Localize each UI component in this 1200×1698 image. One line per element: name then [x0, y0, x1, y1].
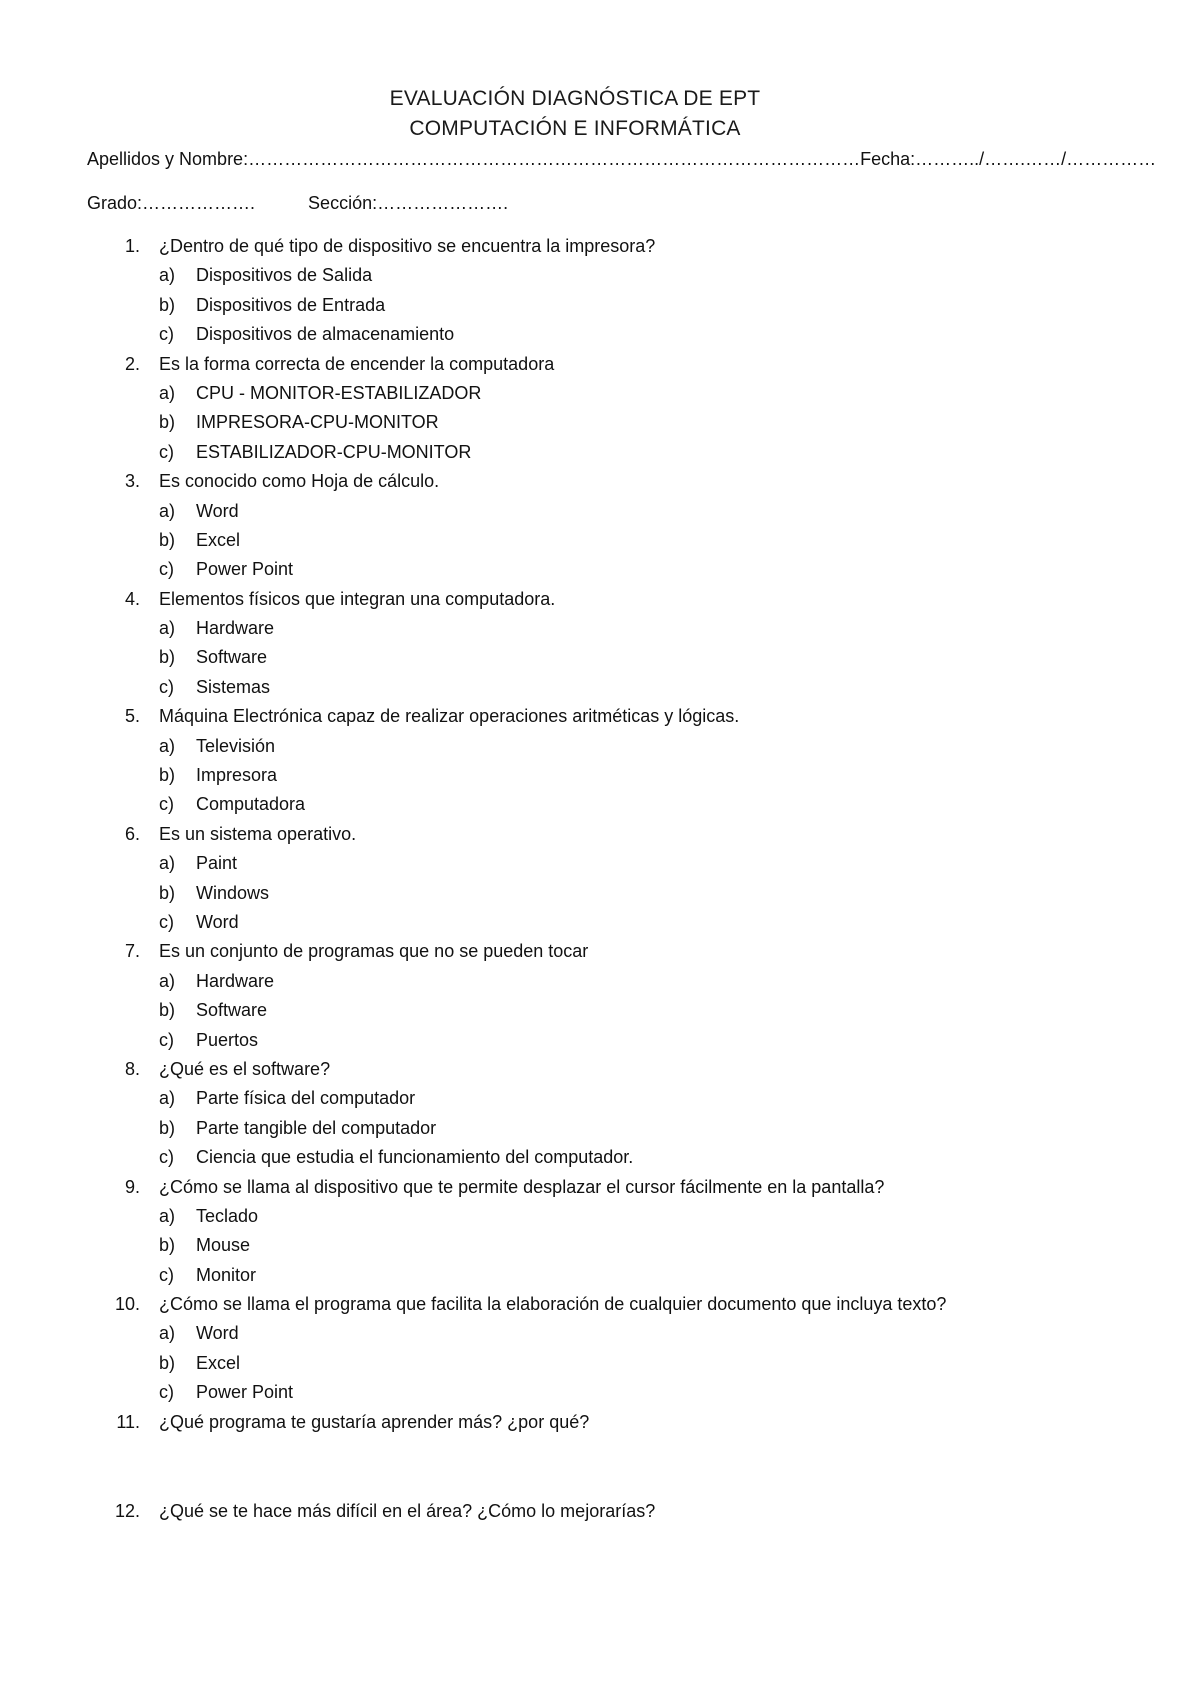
answer-option[interactable]	[0, 1378, 1150, 1407]
answer-option[interactable]	[0, 614, 1150, 643]
exam-title	[0, 84, 1150, 144]
answer-option[interactable]	[0, 438, 1150, 467]
option-text: Ciencia que estudia el funcionamiento del computador.	[196, 1147, 634, 1168]
question-row	[0, 1408, 1150, 1437]
answer-option[interactable]	[0, 761, 1150, 790]
option-text: Software	[196, 647, 268, 668]
question-text: ¿Cómo se llama al dispositivo que te permite desplazar el cursor fácilmente en la pantalla?	[159, 1176, 885, 1197]
question-text: Es conocido como Hoja de cálculo.	[159, 471, 440, 492]
question-item	[0, 467, 1150, 585]
question-item	[0, 350, 1150, 468]
question-row	[0, 585, 1150, 614]
question-item	[0, 702, 1150, 820]
answer-option[interactable]	[0, 320, 1150, 349]
option-letter: b)	[159, 1000, 176, 1021]
option-letter: b)	[159, 1235, 176, 1256]
option-text: Dispositivos de Entrada	[196, 294, 386, 315]
question-row	[0, 820, 1150, 849]
option-letter: a)	[159, 735, 176, 756]
question-item	[0, 585, 1150, 703]
question-text: ¿Qué programa te gustaría aprender más? ¿por qué?	[159, 1411, 590, 1432]
answer-option[interactable]	[0, 849, 1150, 878]
option-letter: a)	[159, 970, 176, 991]
question-item	[0, 820, 1150, 938]
question-text: Elementos físicos que integran una computadora.	[159, 588, 556, 609]
option-list	[0, 1319, 1150, 1407]
option-list	[0, 1202, 1150, 1290]
answer-option[interactable]	[0, 1349, 1150, 1378]
option-letter: b)	[159, 1117, 176, 1138]
answer-option[interactable]	[0, 261, 1150, 290]
answer-option[interactable]	[0, 526, 1150, 555]
title-line-1: EVALUACIÓN DIAGNÓSTICA DE EPT	[389, 87, 761, 110]
option-list	[0, 497, 1150, 585]
answer-option[interactable]	[0, 1143, 1150, 1172]
option-text: Mouse	[196, 1235, 251, 1256]
answer-option[interactable]	[0, 908, 1150, 937]
question-item	[0, 1173, 1150, 1291]
option-letter: b)	[159, 765, 176, 786]
option-text: CPU - MONITOR-ESTABILIZADOR	[196, 382, 482, 403]
option-text: Power Point	[196, 1382, 294, 1403]
question-row	[0, 1055, 1150, 1084]
option-text: Software	[196, 1000, 268, 1021]
question-text: Es un conjunto de programas que no se pueden tocar	[159, 941, 589, 962]
question-text: Máquina Electrónica capaz de realizar operaciones aritméticas y lógicas.	[159, 706, 740, 727]
option-letter: a)	[159, 500, 176, 521]
answer-option[interactable]	[0, 555, 1150, 584]
question-number: 1.	[124, 236, 140, 256]
option-text: Hardware	[196, 618, 275, 639]
question-number: 10.	[114, 1294, 140, 1315]
answer-option[interactable]	[0, 1026, 1150, 1055]
name-date-field[interactable]: Apellidos y Nombre:…………………………………………………………………………………………Fecha:………../…….……/……………	[87, 149, 1157, 169]
question-row	[0, 350, 1150, 379]
option-letter: a)	[159, 618, 176, 639]
answer-option[interactable]	[0, 291, 1150, 320]
answer-option[interactable]	[0, 879, 1150, 908]
option-letter: b)	[159, 647, 176, 668]
question-number: 3.	[124, 471, 140, 492]
question-text: ¿Qué se te hace más difícil en el área? ¿Cómo lo mejorarías?	[159, 1501, 656, 1522]
option-letter: b)	[159, 294, 176, 315]
option-letter: b)	[159, 529, 176, 550]
grade-section-line	[87, 191, 887, 215]
answer-option[interactable]	[0, 379, 1150, 408]
option-list	[0, 261, 1150, 349]
option-text: ESTABILIZADOR-CPU-MONITOR	[196, 441, 472, 462]
option-letter: c)	[159, 1029, 174, 1050]
option-text: Puertos	[196, 1029, 259, 1050]
option-list	[0, 379, 1150, 467]
answer-option[interactable]	[0, 497, 1150, 526]
option-letter: b)	[159, 1352, 176, 1373]
question-item	[0, 232, 1150, 350]
option-letter: c)	[159, 441, 174, 462]
question-number: 5.	[124, 706, 140, 727]
question-list	[0, 232, 1150, 1526]
question-row	[0, 1290, 1150, 1319]
option-text: Word	[196, 911, 239, 932]
question-row	[0, 702, 1150, 731]
option-text: IMPRESORA-CPU-MONITOR	[196, 412, 439, 433]
option-text: Dispositivos de almacenamiento	[196, 324, 455, 345]
option-text: Hardware	[196, 970, 275, 991]
answer-option[interactable]	[0, 1114, 1150, 1143]
answer-option[interactable]	[0, 643, 1150, 672]
option-text: Word	[196, 500, 239, 521]
answer-option[interactable]	[0, 1231, 1150, 1260]
answer-option[interactable]	[0, 1084, 1150, 1113]
option-text: Paint	[196, 853, 238, 874]
option-list	[0, 732, 1150, 820]
option-letter: a)	[159, 853, 176, 874]
option-text: Sistemas	[196, 676, 271, 697]
question-text: ¿Cómo se llama el programa que facilita la elaboración de cualquier documento que incluya texto?	[159, 1294, 947, 1315]
answer-option[interactable]	[0, 1319, 1150, 1348]
question-row	[0, 1173, 1150, 1202]
option-text: Word	[196, 1323, 239, 1344]
question-row	[0, 232, 1150, 261]
option-text: Dispositivos de Salida	[196, 265, 373, 286]
question-item	[0, 1055, 1150, 1173]
grade-field[interactable]: Grado:……………….	[87, 193, 256, 213]
option-letter: c)	[159, 794, 174, 815]
question-item	[0, 1408, 1150, 1437]
question-number: 7.	[124, 941, 140, 962]
option-letter: c)	[159, 324, 174, 345]
question-number: 11.	[116, 1411, 140, 1432]
option-text: Monitor	[196, 1264, 257, 1285]
question-text: ¿Dentro de qué tipo de dispositivo se encuentra la impresora?	[159, 236, 656, 256]
option-letter: a)	[159, 1205, 176, 1226]
question-row	[0, 467, 1150, 496]
option-letter: b)	[159, 412, 176, 433]
option-letter: a)	[159, 1323, 176, 1344]
answer-option[interactable]	[0, 408, 1150, 437]
option-text: Excel	[196, 1352, 241, 1373]
answer-option[interactable]	[0, 967, 1150, 996]
section-field[interactable]: Sección:………………….	[308, 193, 509, 213]
question-number: 4.	[124, 588, 140, 609]
option-letter: b)	[159, 882, 176, 903]
option-text: Impresora	[196, 765, 278, 786]
answer-option[interactable]	[0, 1261, 1150, 1290]
question-number: 2.	[124, 353, 140, 374]
option-letter: c)	[159, 1147, 174, 1168]
question-text: ¿Qué es el software?	[159, 1058, 331, 1079]
question-number: 12.	[114, 1501, 140, 1522]
question-item	[0, 1290, 1150, 1408]
answer-option[interactable]	[0, 673, 1150, 702]
answer-option[interactable]	[0, 732, 1150, 761]
option-letter: a)	[159, 265, 176, 286]
answer-option[interactable]	[0, 790, 1150, 819]
question-text: Es la forma correcta de encender la computadora	[159, 353, 555, 374]
question-text: Es un sistema operativo.	[159, 823, 357, 844]
option-text: Computadora	[196, 794, 306, 815]
question-number: 6.	[124, 823, 140, 844]
question-row	[0, 937, 1150, 966]
question-item	[0, 1497, 1150, 1526]
option-list	[0, 849, 1150, 937]
option-letter: a)	[159, 382, 176, 403]
option-letter: c)	[159, 559, 174, 580]
question-item	[0, 937, 1150, 1055]
option-text: Teclado	[196, 1205, 259, 1226]
answer-option[interactable]	[0, 996, 1150, 1025]
title-line-2: COMPUTACIÓN E INFORMÁTICA	[409, 117, 741, 140]
option-letter: a)	[159, 1088, 176, 1109]
option-letter: c)	[159, 676, 174, 697]
option-text: Power Point	[196, 559, 294, 580]
option-text: Windows	[196, 882, 270, 903]
option-list	[0, 614, 1150, 702]
option-list	[0, 967, 1150, 1055]
option-text: Parte tangible del computador	[196, 1117, 437, 1138]
option-text: Parte física del computador	[196, 1088, 416, 1109]
option-text: Excel	[196, 529, 241, 550]
option-letter: c)	[159, 1264, 174, 1285]
question-number: 9.	[124, 1176, 140, 1197]
option-letter: c)	[159, 1382, 174, 1403]
question-row	[0, 1497, 1150, 1526]
option-text: Televisión	[196, 735, 276, 756]
option-letter: c)	[159, 911, 174, 932]
answer-option[interactable]	[0, 1202, 1150, 1231]
question-number: 8.	[124, 1058, 140, 1079]
option-list	[0, 1084, 1150, 1172]
